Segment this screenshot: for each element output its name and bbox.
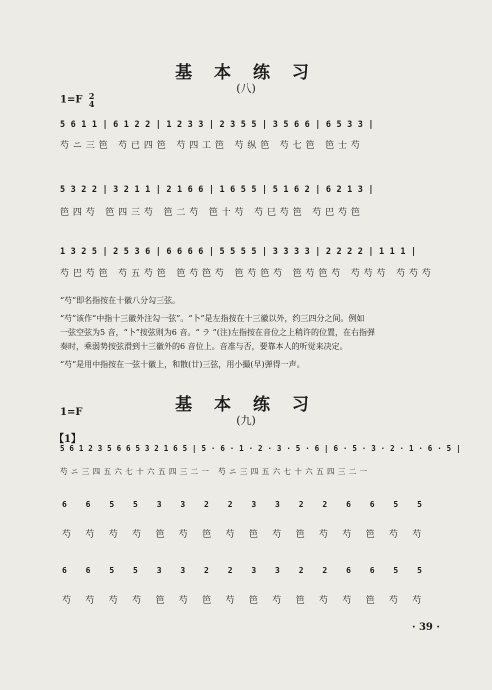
tab-cell: 笆 (248, 596, 259, 606)
note-cell: 6 (346, 500, 351, 509)
tab-cell: 芍 (389, 530, 399, 540)
note-cell: 5 (133, 500, 138, 509)
tab-cell: 芍 (225, 530, 236, 540)
s9-row2-tab (62, 527, 422, 540)
s9-row3-notes (62, 566, 422, 575)
note-cell: 2 (298, 500, 304, 509)
note-cell: 6 (62, 566, 67, 575)
s8-row1-notes: 5 6 1 1 | 6 1 2 2 | 1 2 3 3 | 2 3 5 5 | 3 5 6 6 | 6 5 3 3 | (60, 120, 374, 130)
note-cell: 5 (109, 500, 115, 509)
note-cell: 2 (322, 500, 328, 509)
tab-cell: 芍 (272, 596, 282, 606)
s9-row3-tab (62, 593, 422, 606)
note-cell: 3 (251, 500, 257, 509)
note-cell: 5 (393, 566, 399, 575)
section8-notes (60, 294, 440, 372)
note-cell: 5 (393, 500, 399, 509)
note-cell: 2 (322, 566, 328, 575)
key-signature: 1=F (60, 94, 83, 106)
tab-cell: 笆 (365, 596, 376, 606)
tab-cell: 芍 (85, 596, 95, 606)
tab-cell: 芍 (412, 596, 422, 606)
note-cell: 2 (204, 566, 209, 575)
note-cell: 5 (133, 566, 138, 575)
note-cell: 6 (62, 500, 67, 509)
s9-row2-notes (62, 500, 422, 509)
note-line: 一弦空弦为5 音，“卜”按弦则为6 音。“ ラ ”(注)左指按在音位之上稍许的位置，在右指弹 (60, 328, 375, 337)
page-number: · 39 · (412, 622, 440, 633)
part-label: 【1】 (54, 434, 81, 445)
note-cell: 2 (204, 500, 209, 509)
s9-row1-tab: 芍 ニ 三 四 五 六 七 十 六 五 四 三 二 一 芍 ニ 三 四 五 六 七 十 六 五 四 三 二 一 (60, 467, 368, 476)
s8-row3-notes: 1 3 2 5 | 2 5 3 6 | 6 6 6 6 | 5 5 5 5 | 3 3 3 3 | 2 2 2 2 | 1 1 1 | (60, 247, 417, 257)
note-cell: 3 (156, 500, 162, 509)
time-bottom: 4 (88, 99, 95, 109)
tab-cell: 笆 (202, 596, 212, 606)
note-cell: 5 (109, 566, 115, 575)
tab-cell: 芍 (108, 530, 119, 540)
note-cell: 3 (180, 500, 186, 509)
s9-row2 (62, 500, 422, 540)
tab-cell: 芍 (318, 530, 329, 540)
tab-cell: 笆 (155, 530, 165, 540)
section8-subtitle: (八) (236, 82, 256, 95)
s8-row1-tab: 芍 ニ 三 笆 芍 已 四 笆 芍 四 工 笆 芍 纵 笆 芍 七 笆 笆 士 芍 (60, 141, 361, 151)
note-line: “芍”即名指按在十徽八分勾三弦。 (60, 296, 181, 305)
note-cell: 2 (227, 500, 233, 509)
tab-cell: 芍 (272, 530, 282, 540)
section9-subtitle: (九) (236, 414, 256, 427)
s9-row1-notes: 5 6 1 2 3 5 6 6 5 3 2 1 6 5 | 5 · 6 · 1 · 2 · 3 · 5 · 6 | 6 · 5 · 3 · 2 · 1 · 6 · 5 | (60, 444, 461, 453)
note-cell: 3 (275, 500, 280, 509)
note-cell: 3 (156, 566, 162, 575)
note-cell: 3 (275, 566, 280, 575)
tab-cell: 芍 (225, 596, 236, 606)
tab-cell: 笆 (248, 530, 259, 540)
tab-cell: 芍 (178, 596, 189, 606)
section9-title: 基 本 练 习 (175, 395, 317, 415)
tab-cell: 芍 (85, 530, 95, 540)
note-line: “芍”是用中指按在一弦十徽上，和散(廿)三弦，用小撮(早)弹得一声。 (60, 360, 305, 369)
s9-row3 (62, 566, 422, 606)
s8-row3-tab: 芍 巴 芍 笆 芍 五 芍 笆 笆 芍 笆 芍 笆 芍 笆 芍 笆 芍 笆 芍 芍 芍 芍 芍 芍 芍 (60, 269, 432, 279)
time-signature (89, 92, 95, 108)
tab-cell: 笆 (365, 530, 376, 540)
tab-cell: 笆 (295, 596, 306, 606)
note-cell: 2 (298, 566, 304, 575)
tab-cell: 芍 (389, 596, 399, 606)
note-line: “芍”该作“中指十三徽外注勾一弦”。“卜”是左指按在十三徽以外，约三四分之间。例如 (60, 314, 365, 323)
note-cell: 6 (85, 500, 91, 509)
s8-row2-tab: 笆 四 芍 笆 四 三 芍 笆 二 芍 笆 十 芍 芍 巳 芍 笆 芍 巴 芍 笆 (60, 208, 361, 218)
tab-cell: 芍 (342, 596, 352, 606)
note-cell: 5 (417, 500, 422, 509)
note-cell: 5 (417, 566, 422, 575)
note-cell: 3 (251, 566, 257, 575)
note-cell: 3 (180, 566, 186, 575)
s8-row2-notes: 5 3 2 2 | 3 2 1 1 | 2 1 6 6 | 1 6 5 5 | 5 1 6 2 | 6 2 1 3 | (60, 185, 374, 195)
tab-cell: 笆 (155, 596, 165, 606)
note-cell: 6 (369, 500, 375, 509)
section9-key: 1=F (60, 407, 83, 418)
tab-cell: 笆 (295, 530, 306, 540)
note-cell: 6 (85, 566, 91, 575)
tab-cell: 笆 (202, 530, 212, 540)
tab-cell: 芍 (132, 596, 142, 606)
tab-cell: 芍 (342, 530, 352, 540)
note-cell: 6 (369, 566, 375, 575)
section8-title: 基 本 练 习 (175, 63, 317, 83)
note-cell: 6 (346, 566, 351, 575)
section8-key (60, 92, 95, 108)
tab-cell: 芍 (132, 530, 142, 540)
tab-cell: 芍 (318, 596, 329, 606)
note-cell: 2 (227, 566, 233, 575)
tab-cell: 芍 (178, 530, 189, 540)
note-line: 奏时，乘弱势按弦滑到十三徽外的6 音位上。音准与否，要靠本人的听觉来决定。 (60, 342, 348, 351)
time-top: 2 (88, 91, 95, 101)
tab-cell: 芍 (412, 530, 422, 540)
tab-cell: 芍 (62, 530, 72, 540)
tab-cell: 芍 (62, 596, 72, 606)
tab-cell: 芍 (108, 596, 119, 606)
